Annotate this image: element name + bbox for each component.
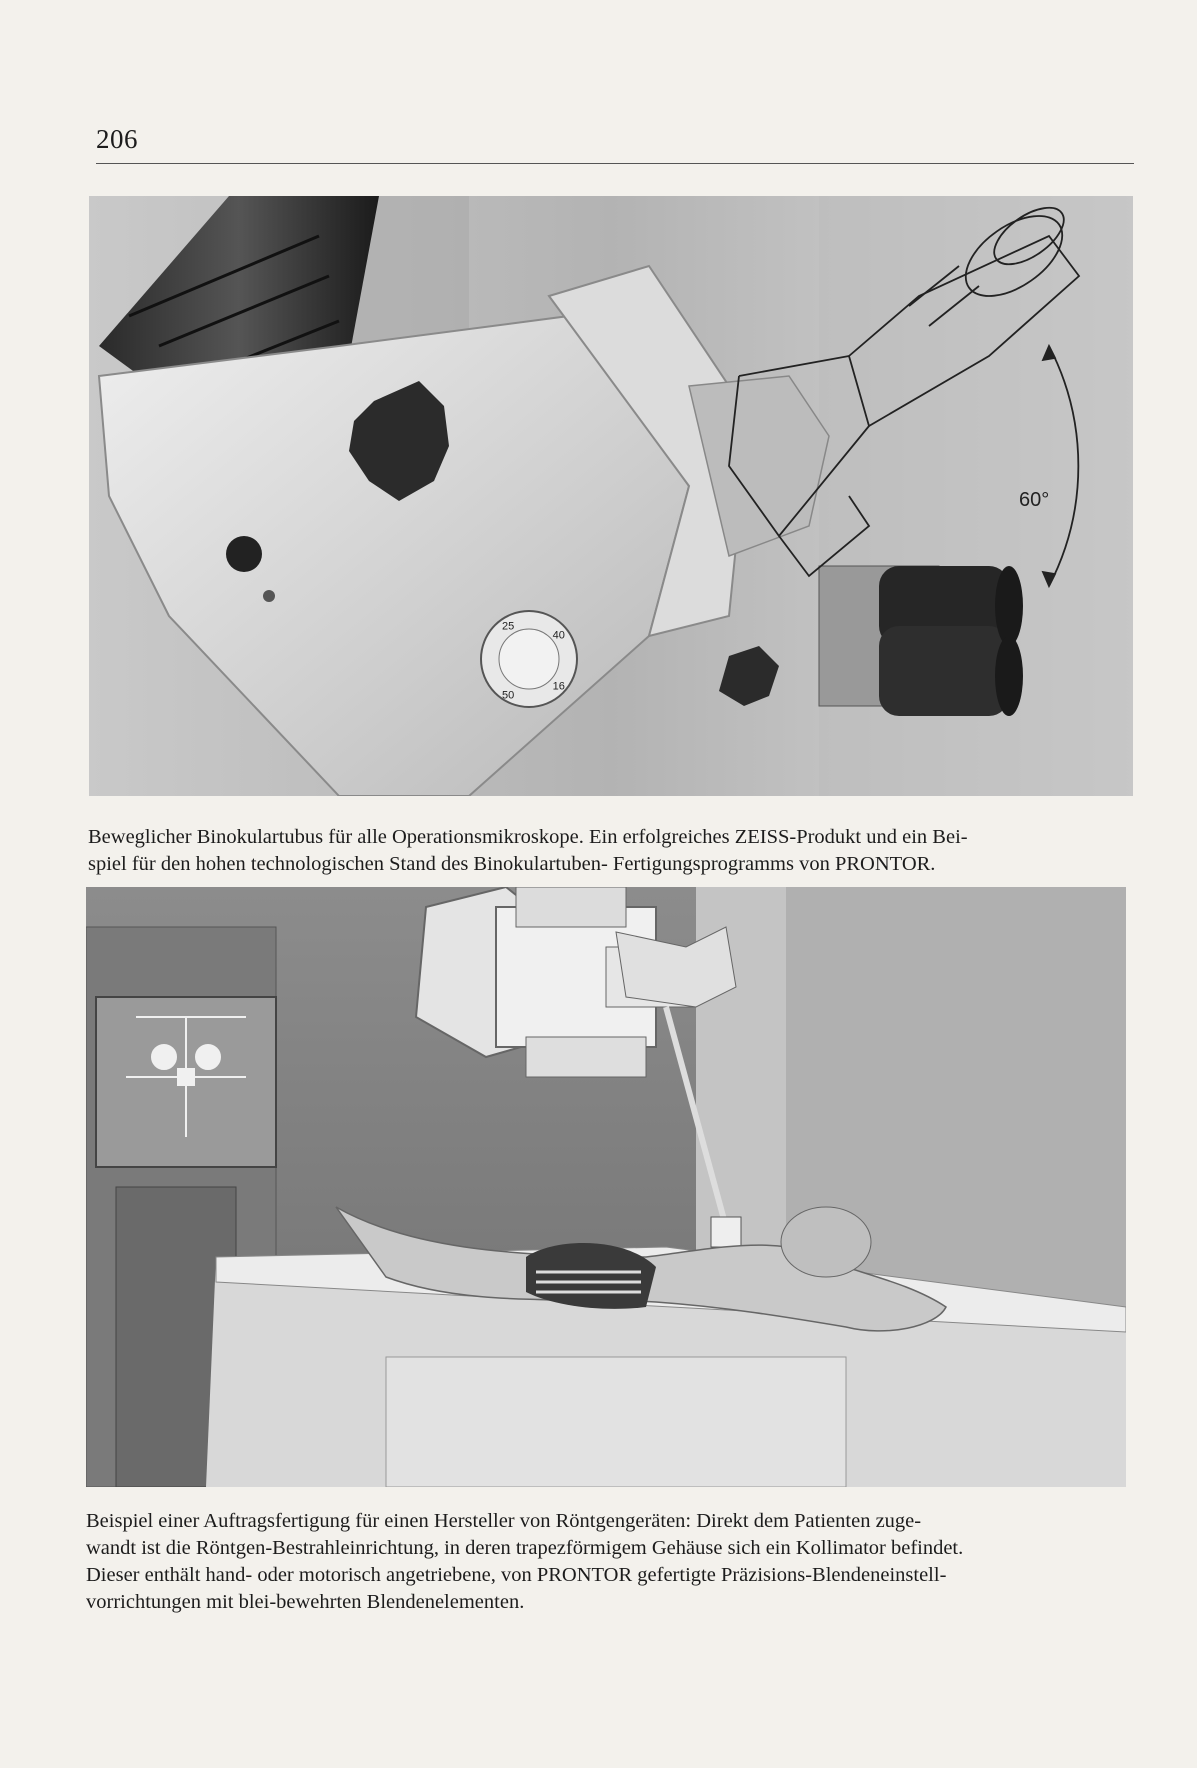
- caption-line: Beweglicher Binokulartubus für alle Operationsmikroskope. Ein erfolgreiches ZEISS-Produkt und ein Bei-: [88, 826, 968, 848]
- angle-label: 60°: [1019, 489, 1050, 511]
- binocular-tube-photo: [89, 196, 1133, 796]
- caption-line: vorrichtungen mit blei-bewehrten Blendenelementen.: [86, 1591, 525, 1613]
- caption-line: spiel für den hohen technologischen Stand des Binokulartuben- Fertigungsprogramms von PRONTOR.: [88, 853, 936, 875]
- page-number: 206: [96, 124, 138, 154]
- caption-line: wandt ist die Röntgen-Bestrahleinrichtung, in deren trapezförmigem Gehäuse sich ein Kollimator befindet.: [86, 1537, 964, 1559]
- xray-room-photo: [86, 887, 1126, 1487]
- header-rule: [96, 163, 1134, 164]
- dial-mark: 25: [502, 620, 515, 633]
- dial-mark: 40: [552, 629, 565, 642]
- caption-line: Beispiel einer Auftragsfertigung für einen Hersteller von Röntgengeräten: Direkt dem Patienten zuge-: [86, 1510, 922, 1532]
- figure1-caption: [88, 824, 1130, 878]
- figure2-caption: [86, 1508, 1129, 1616]
- caption-line: Dieser enthält hand- oder motorisch angetriebene, von PRONTOR gefertigte Präzisions-Blendeneinstell-: [86, 1564, 947, 1586]
- dial-mark: 16: [552, 680, 565, 693]
- dial-mark: 50: [502, 689, 515, 702]
